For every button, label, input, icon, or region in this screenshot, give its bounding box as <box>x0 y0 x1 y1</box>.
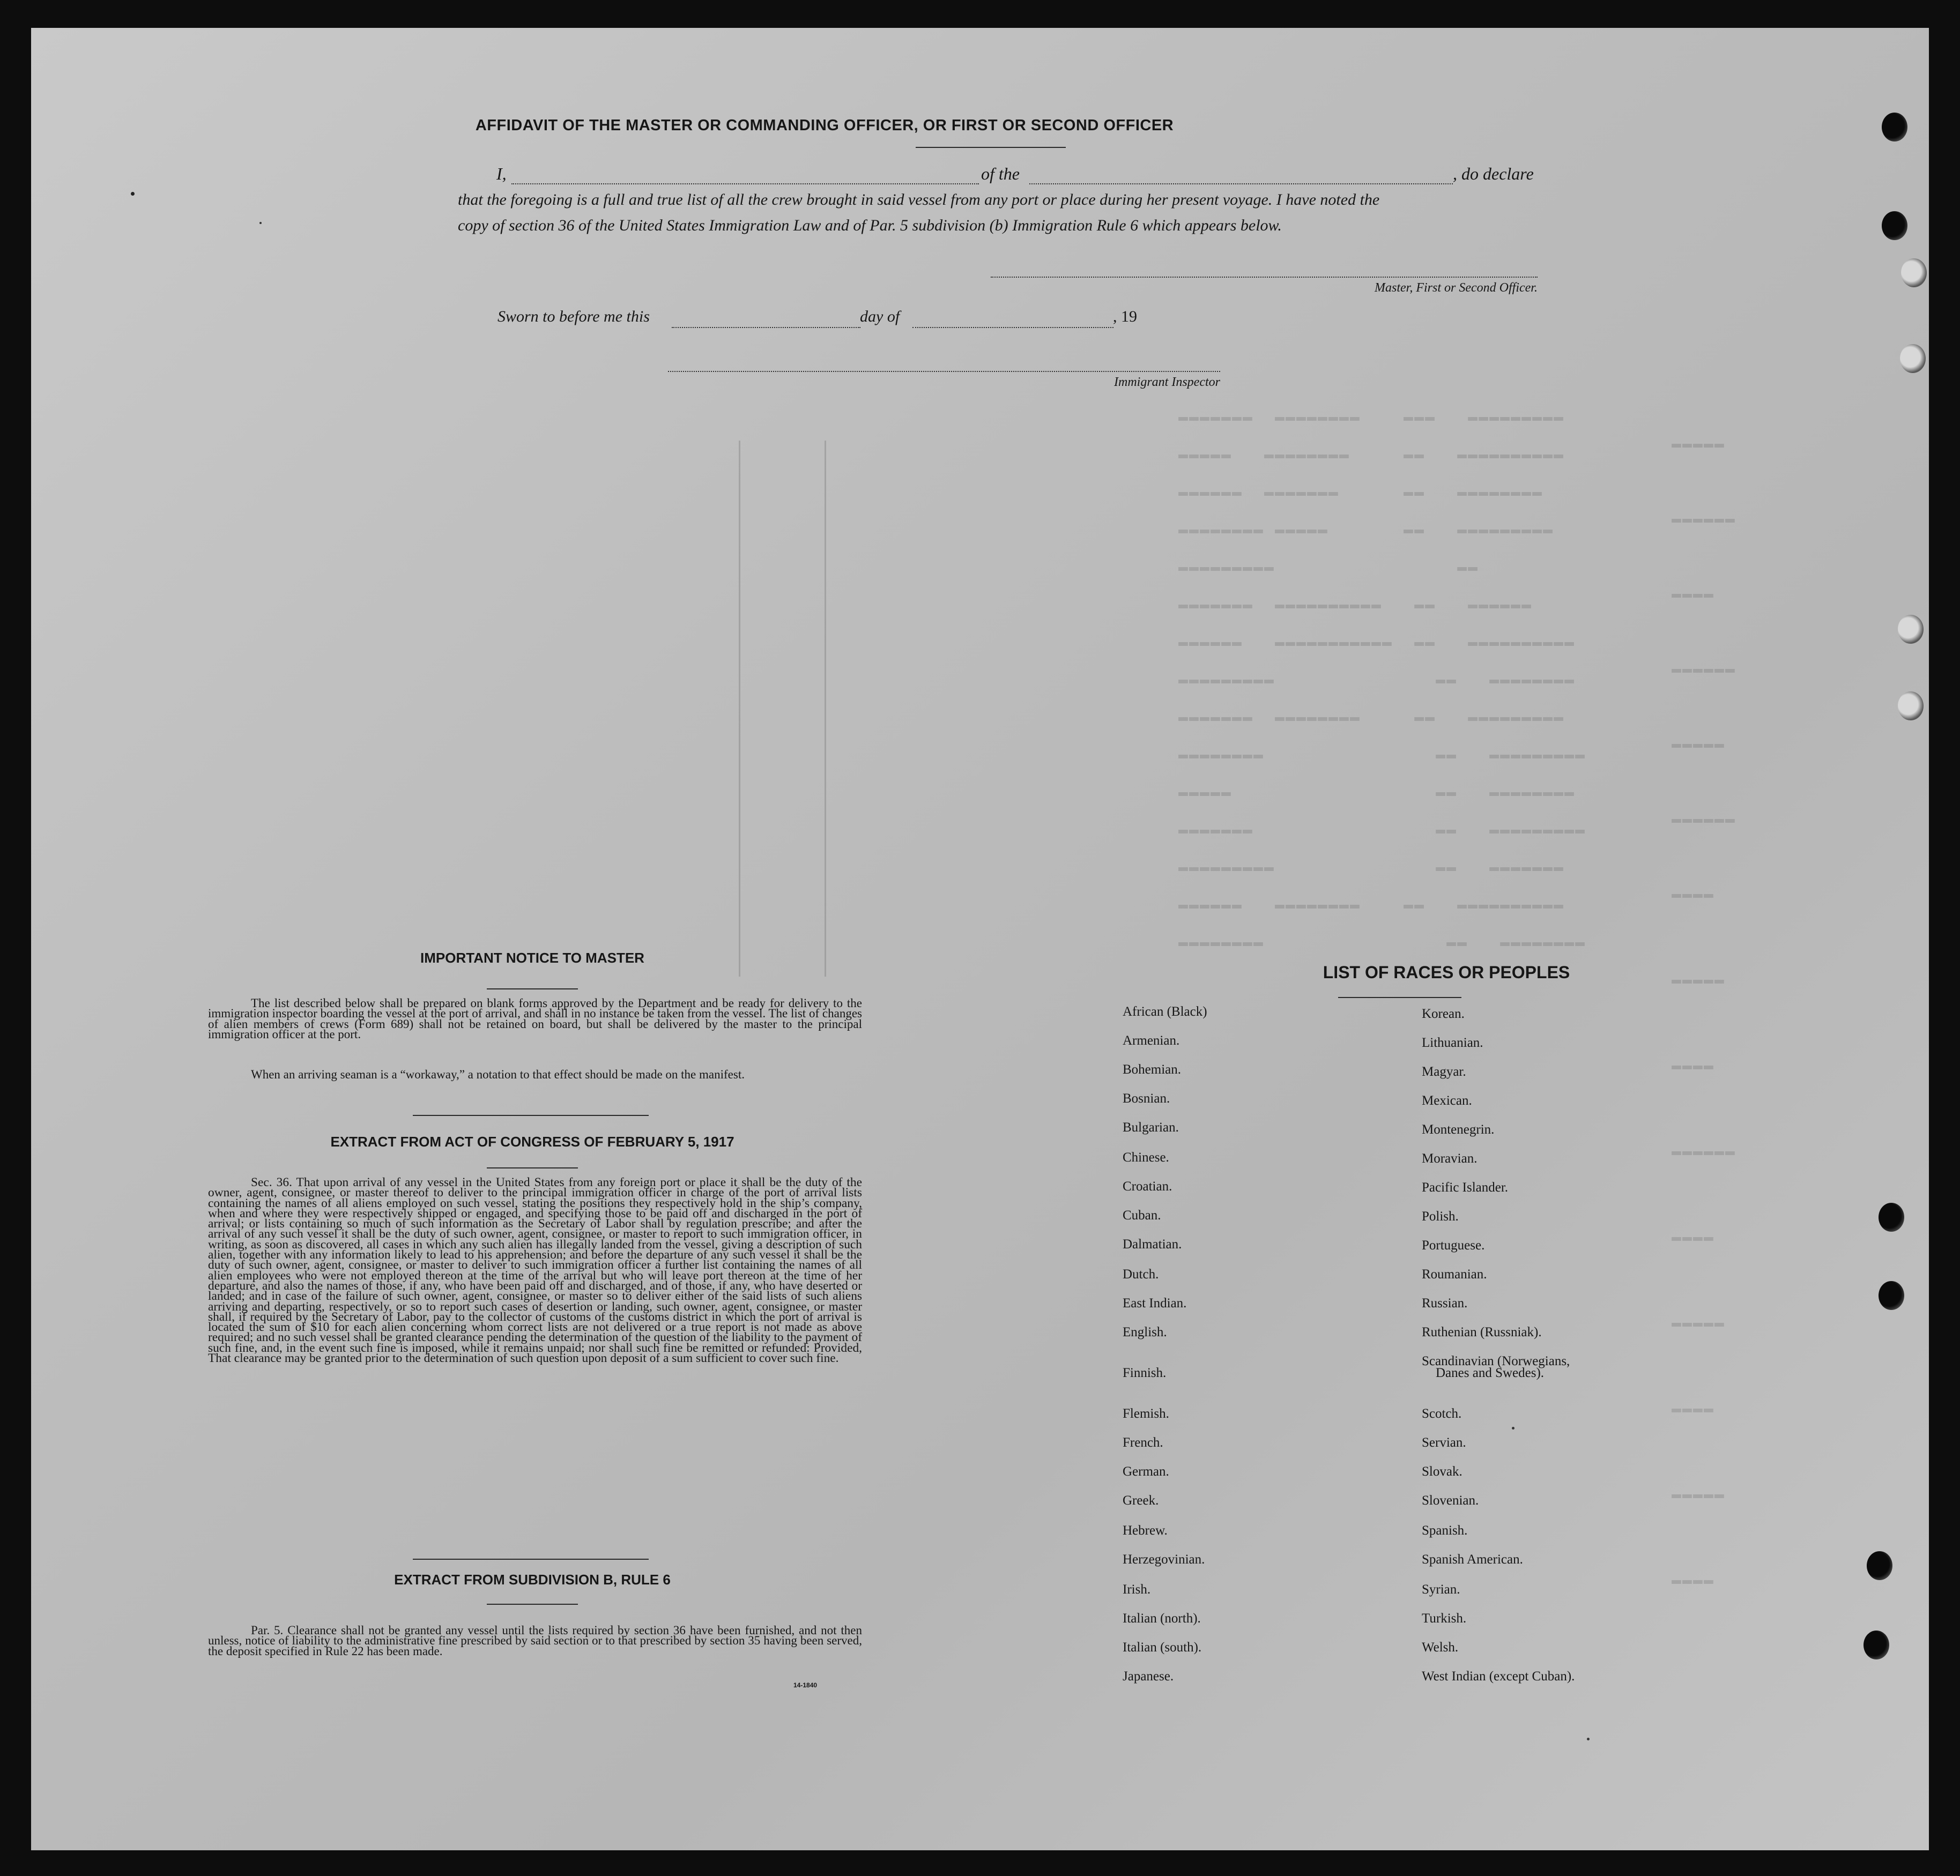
extract-act-paragraph: Sec. 36. That upon arrival of any vessel in the United States from any foreign port or place it shall be the duty of the owner, agent, consignee, or master thereof to deliver to the principal immigration officer in charge of the port of arrival lists containing the names of all aliens employed on such vessel, stating the positions they respectively hold in the ship’s company, when and where they were respectively shipped or engaged, and specifying those to be paid off and discharged in the port of arrival; or lists containing so much of such information as the Secretary of Labor shall by regulation prescribe; and after the arrival of any such vessel it shall be the duty of such owner, agent, consignee, or master to report to such immigration officer, in writing, as soon as discovered, all cases in which any such alien has illegally landed from the vessel, giving a description of such alien, together with any information likely to lead to his apprehension; and before the departure of any such vessel it shall be the duty of such owner, agent, consignee, or master to deliver to such immigration officer a further list containing the names of all alien employees who were not employed thereon at the time of the arrival but who will leave port thereon at the time of her departure, and also the names of those, if any, who have been paid off and discharged, and of those, if any, who have deserted or landed; and in case of the failure of such owner, agent, consignee, or master so to deliver either of the said lists of such aliens arriving and departing, respectively, or so to report such cases of desertion or landing, such owner, agent, consignee, or master shall, if required by the Secretary of Labor, pay to the collector of customs of the customs district in which the port of arrival is located the sum of $10 for each alien concerning whom correct lists are not delivered or a true report is not made as above required; and no such vessel shall be granted clearance pending the determination of the question of the liability to the payment of such fine, and, in the event such fine is imposed, while it remains unpaid; nor shall such fine be remitted or refunded: Provided, That clearance may be granted prior to the determination of such question upon deposit of a sum sufficient to cover such fine. <box>208 1175 862 1366</box>
race-item: Russian. <box>1422 1296 1468 1311</box>
binder-hole <box>1882 113 1907 142</box>
speck <box>1512 1427 1514 1430</box>
race-item: Polish. <box>1422 1209 1459 1224</box>
notice-paragraph-1: The list described below shall be prepared on blank forms approved by the Department and be ready for delivery to the immigration inspector boarding the vessel at the port of arrival, and shall in no instance be taken from the vessel. The list of changes of alien members of crews (Form 689) shall not be retained on board, but shall be delivered by the master to the principal immigration officer at the port. <box>208 996 862 1041</box>
extract-rule-title: EXTRACT FROM SUBDIVISION B, RULE 6 <box>394 1572 671 1588</box>
binder-hole <box>1901 258 1927 287</box>
race-item: French. <box>1123 1435 1163 1450</box>
race-item: Bosnian. <box>1123 1091 1170 1106</box>
binder-hole <box>1864 1631 1889 1659</box>
race-item: Mexican. <box>1422 1093 1472 1108</box>
race-item: Bohemian. <box>1123 1062 1182 1077</box>
race-item: Slovenian. <box>1422 1493 1479 1508</box>
races-title-rule <box>1338 997 1461 998</box>
sworn-prefix: Sworn to before me this <box>498 308 650 325</box>
race-item: Servian. <box>1422 1435 1466 1450</box>
race-item: Japanese. <box>1123 1669 1174 1684</box>
binder-hole <box>1882 211 1907 240</box>
affidavit-i-label: I, <box>496 164 507 183</box>
race-item: Moravian. <box>1422 1151 1478 1166</box>
race-item: West Indian (except Cuban). <box>1422 1669 1575 1684</box>
affidavit-of-the-label: of the <box>981 164 1020 183</box>
race-item: Italian (south). <box>1123 1640 1202 1655</box>
race-item: Italian (north). <box>1123 1611 1201 1626</box>
race-item: Welsh. <box>1422 1640 1459 1655</box>
binder-hole <box>1898 691 1924 720</box>
race-item: Slovak. <box>1422 1464 1462 1479</box>
affidavit-line-2: that the foregoing is a full and true list of all the crew brought in said vessel from any port or place during her present voyage. I have noted the <box>458 191 1380 209</box>
bleed-through-text: ▬▬▬▬▬▬▬ ▬▬▬▬▬▬▬▬ ▬▬▬ ▬▬▬▬▬▬▬▬▬ <box>1178 408 1565 427</box>
binder-hole <box>1879 1203 1904 1232</box>
extract-rule-title-rule <box>487 1604 578 1605</box>
bleed-through-rule <box>739 441 740 977</box>
race-item: Scandinavian (Norwegians, <box>1422 1354 1570 1368</box>
race-item: Spanish. <box>1422 1523 1468 1538</box>
race-item: Greek. <box>1123 1493 1159 1508</box>
sworn-month-field[interactable] <box>912 327 1113 328</box>
race-item: Scotch. <box>1422 1406 1462 1421</box>
race-item: Dalmatian. <box>1123 1237 1182 1252</box>
extract-act-title: EXTRACT FROM ACT OF CONGRESS OF FEBRUARY 5, 1917 <box>330 1134 734 1150</box>
race-item: Montenegrin. <box>1422 1122 1495 1137</box>
race-item: Chinese. <box>1123 1150 1169 1165</box>
vessel-name-field[interactable] <box>1029 183 1453 184</box>
section-divider-1 <box>413 1115 649 1116</box>
form-number: 14-1840 <box>793 1681 818 1689</box>
master-name-field[interactable] <box>511 183 979 184</box>
document-page: ▬▬▬▬▬▬▬ ▬▬▬▬▬▬▬▬ ▬▬▬ ▬▬▬▬▬▬▬▬▬ ▬▬▬▬▬ ▬▬▬▬▬▬▬▬ ▬▬ ▬▬▬▬▬▬▬▬▬▬ ▬▬▬▬▬▬ ▬▬▬▬▬▬▬ ▬▬ ▬▬▬▬▬▬▬▬ ▬▬▬▬▬▬▬▬ ▬▬▬▬▬ ▬▬ ▬▬▬▬▬▬▬▬▬ ▬▬▬▬▬▬▬▬▬ ▬▬ ▬▬▬▬▬▬▬ ▬▬▬▬▬▬▬▬▬▬ ▬▬ ▬▬▬▬▬▬ ▬▬▬▬▬▬ ▬▬▬▬▬▬▬▬▬▬▬ ▬▬ ▬▬▬▬▬▬▬▬▬▬ ▬▬▬▬▬▬▬▬▬ ▬▬ ▬▬▬▬▬▬▬▬ ▬▬▬▬▬▬▬ ▬▬▬▬▬▬▬▬ ▬▬ ▬▬▬▬▬▬▬▬▬ ▬▬▬▬▬▬▬▬ ▬▬ ▬▬▬▬▬▬▬▬▬ ▬▬▬▬▬ ▬▬ ▬▬▬▬▬▬▬▬ ▬▬▬▬▬▬▬ ▬▬ ▬▬▬▬▬▬▬▬▬ ▬▬▬▬▬▬▬▬▬ ▬▬ ▬▬▬▬▬▬▬ ▬▬▬▬▬▬ ▬▬▬▬▬▬▬▬ ▬▬ ▬▬▬▬▬▬▬▬▬▬ ▬▬▬▬▬▬▬▬ ▬▬ ▬▬▬▬▬▬▬▬ ▬▬▬▬▬ ▬▬▬▬▬▬ ▬▬▬▬ ▬▬▬▬▬▬ ▬▬▬▬▬ ▬▬▬▬▬▬ ▬▬▬▬ ▬▬▬▬▬ ▬▬▬▬ ▬▬▬▬▬▬ ▬▬▬▬ ▬▬▬▬▬ ▬▬▬▬ ▬▬▬▬▬ ▬▬▬▬ AFFIDAVIT OF THE MASTER OR COMMANDING OFFICER, OR FIRST OR SECOND OFFICER I, of the , do declare that the foregoing is a full and true list of all the crew brought in said vessel from any port or place during her present voyage. I have noted the copy of section 36 of the United States Immigration Law and of Par. 5 subdivision (b) Immigration Rule 6 which appears below. Master, First or Second Officer. Sworn to before me this day of , 19 Immigrant Inspector IMPORTANT NOTICE TO MASTER The list described below shall be prepared on blank forms approved by the Department and be ready for delivery to the immigration inspector boarding the vessel at the port of arrival, and shall in no instance be taken from the vessel. The list of changes of alien members of crews (Form 689) shall not be retained on board, but shall be delivered by the master to the principal immigration officer at the port. When an arriving seaman is a “workaway,” a notation to that effect should be made on the manifest. EXTRACT FROM ACT OF CONGRESS OF FEBRUARY 5, 1917 Sec. 36. That upon arrival of any vessel in the United States from any foreign port or place it shall be the duty of the owner, agent, consignee, or master thereof to deliver to the principal immigration officer in charge of the port of arrival lists containing the names of all aliens employed on such vessel, stating the positions they respectively hold in the ship’s company, when and where they were respectively shipped or engaged, and specifying those to be paid off and discharged in the port of arrival; or lists containing so much of such information as the Secretary of Labor shall by regulation prescribe; and after the arrival of any such vessel it shall be the duty of such owner, agent, consignee, or master to report to such immigration officer, in writing, as soon as discovered, all cases in which any such alien has illegally landed from the vessel, giving a description of such alien, together with any information likely to lead to his apprehension; and before the departure of any such vessel it shall be the duty of such owner, agent, consignee, or master to deliver to such immigration officer a further list containing the names of all alien employees who were not employed thereon at the time of the arrival but who will leave port thereon at the time of her departure, and also the names of those, if any, who have been paid off and discharged, and of those, if any, who have deserted or landed; and in case of the failure of such owner, agent, consignee, or master so to deliver either of the said lists of such aliens arriving and departing, respectively, or so to report such cases of desertion or landing, such owner, agent, consignee, or master shall, if required by the Secretary of Labor, pay to the collector of customs of the customs district in which the port of arrival is located the sum of $10 for each alien concerning whom correct lists are not delivered or a true report is not made as above required; and no such vessel shall be granted clearance pending the determination of the question of the liability to the payment of such fine, and, in the event such fine is imposed, while it remains unpaid; nor shall such fine be remitted or refunded: Provided, That clearance may be granted prior to the determination of such question upon deposit of a sum sufficient to cover such fine. EXTRACT FROM SUBDIVISION B, RULE 6 Par. 5. Clearance shall not be granted any vessel until the lists required by section 36 have been furnished, and not then unless, notice of liability to the administrative fine prescribed by said section or to that prescribed by section 35 having been served, the deposit specified in Rule 22 has been made. 14-1840 LIST OF RACES OR PEOPLES African (Black) Armenian. Bohemian. Bosnian. Bulgarian. Chinese. Croatian. Cuban. Dalmatian. Dutch. East Indian. English. Finnish. Flemish. French. German. Greek. Hebrew. Herzegovinian. Irish. Italian (north). Italian (south). Japanese. Korean. Lithuanian. Magyar. Mexican. Montenegrin. Moravian. Pacific Islander. Polish. Portuguese. Roumanian. Russian. Ruthenian (Russniak). Scandinavian (Norwegians, Danes and Swedes). Scotch. Servian. Slovak. Slovenian. Spanish. Spanish American. Syrian. Turkish. Welsh. West Indian (except Cuban). <box>31 28 1929 1850</box>
races-title: LIST OF RACES OR PEOPLES <box>1323 963 1570 982</box>
race-item: Finnish. <box>1123 1366 1167 1380</box>
binder-hole <box>1879 1281 1904 1310</box>
binder-hole <box>1898 615 1924 644</box>
race-item: Lithuanian. <box>1422 1036 1483 1050</box>
race-item: East Indian. <box>1123 1296 1187 1311</box>
race-item: Armenian. <box>1123 1033 1180 1048</box>
race-item: Turkish. <box>1422 1611 1467 1626</box>
race-item: Danes and Swedes). <box>1436 1366 1545 1380</box>
race-item: Syrian. <box>1422 1582 1460 1597</box>
race-item: Croatian. <box>1123 1179 1172 1194</box>
race-item: Korean. <box>1422 1007 1465 1021</box>
sworn-day-of: day of <box>860 308 900 325</box>
inspector-label: Immigrant Inspector <box>1114 375 1220 389</box>
inspector-signature-field[interactable] <box>668 371 1220 372</box>
race-item: Pacific Islander. <box>1422 1180 1509 1195</box>
binder-hole <box>1867 1551 1892 1580</box>
race-item: Portuguese. <box>1422 1238 1485 1253</box>
extract-act-title-rule <box>487 1167 578 1168</box>
race-item: Herzegovinian. <box>1123 1552 1205 1567</box>
affidavit-line-3: copy of section 36 of the United States Immigration Law and of Par. 5 subdivision (b) Immigration Rule 6 which appears below. <box>458 217 1282 234</box>
race-item: English. <box>1123 1325 1167 1339</box>
notice-title: IMPORTANT NOTICE TO MASTER <box>420 950 644 966</box>
race-item: African (Black) <box>1123 1004 1207 1019</box>
sworn-day-field[interactable] <box>672 327 860 328</box>
notice-paragraph-2: When an arriving seaman is a “workaway,” a notation to that effect should be made on the manifest. <box>251 1068 745 1081</box>
binder-hole <box>1900 344 1926 373</box>
speck <box>131 192 135 196</box>
extract-rule-paragraph: Par. 5. Clearance shall not be granted any vessel until the lists required by section 36 have been furnished, and not then unless, notice of liability to the administrative fine prescribed by said section or to that prescribed by section 35 having been served, the deposit specified in Rule 22 has been made. <box>208 1624 862 1658</box>
notice-title-rule <box>487 988 578 989</box>
affidavit-declare-label: , do declare <box>1453 164 1534 183</box>
race-item: Flemish. <box>1123 1406 1169 1421</box>
race-item: Magyar. <box>1422 1064 1466 1079</box>
affidavit-title: AFFIDAVIT OF THE MASTER OR COMMANDING OFFICER, OR FIRST OR SECOND OFFICER <box>475 117 1174 134</box>
sworn-year: , 19 <box>1113 308 1137 325</box>
master-signature-field[interactable] <box>991 277 1538 278</box>
race-item: Dutch. <box>1123 1267 1159 1282</box>
race-item: Spanish American. <box>1422 1552 1523 1567</box>
section-divider-2 <box>413 1559 649 1560</box>
race-item: Ruthenian (Russniak). <box>1422 1325 1542 1339</box>
race-item: Roumanian. <box>1422 1267 1487 1282</box>
race-item: Bulgarian. <box>1123 1120 1179 1135</box>
master-signature-label: Master, First or Second Officer. <box>1375 281 1538 295</box>
speck <box>1587 1738 1590 1740</box>
affidavit-title-rule <box>916 147 1066 148</box>
race-item: Irish. <box>1123 1582 1151 1597</box>
race-item: Cuban. <box>1123 1208 1161 1223</box>
speck <box>259 222 262 224</box>
race-item: German. <box>1123 1464 1169 1479</box>
race-item: Hebrew. <box>1123 1523 1168 1538</box>
